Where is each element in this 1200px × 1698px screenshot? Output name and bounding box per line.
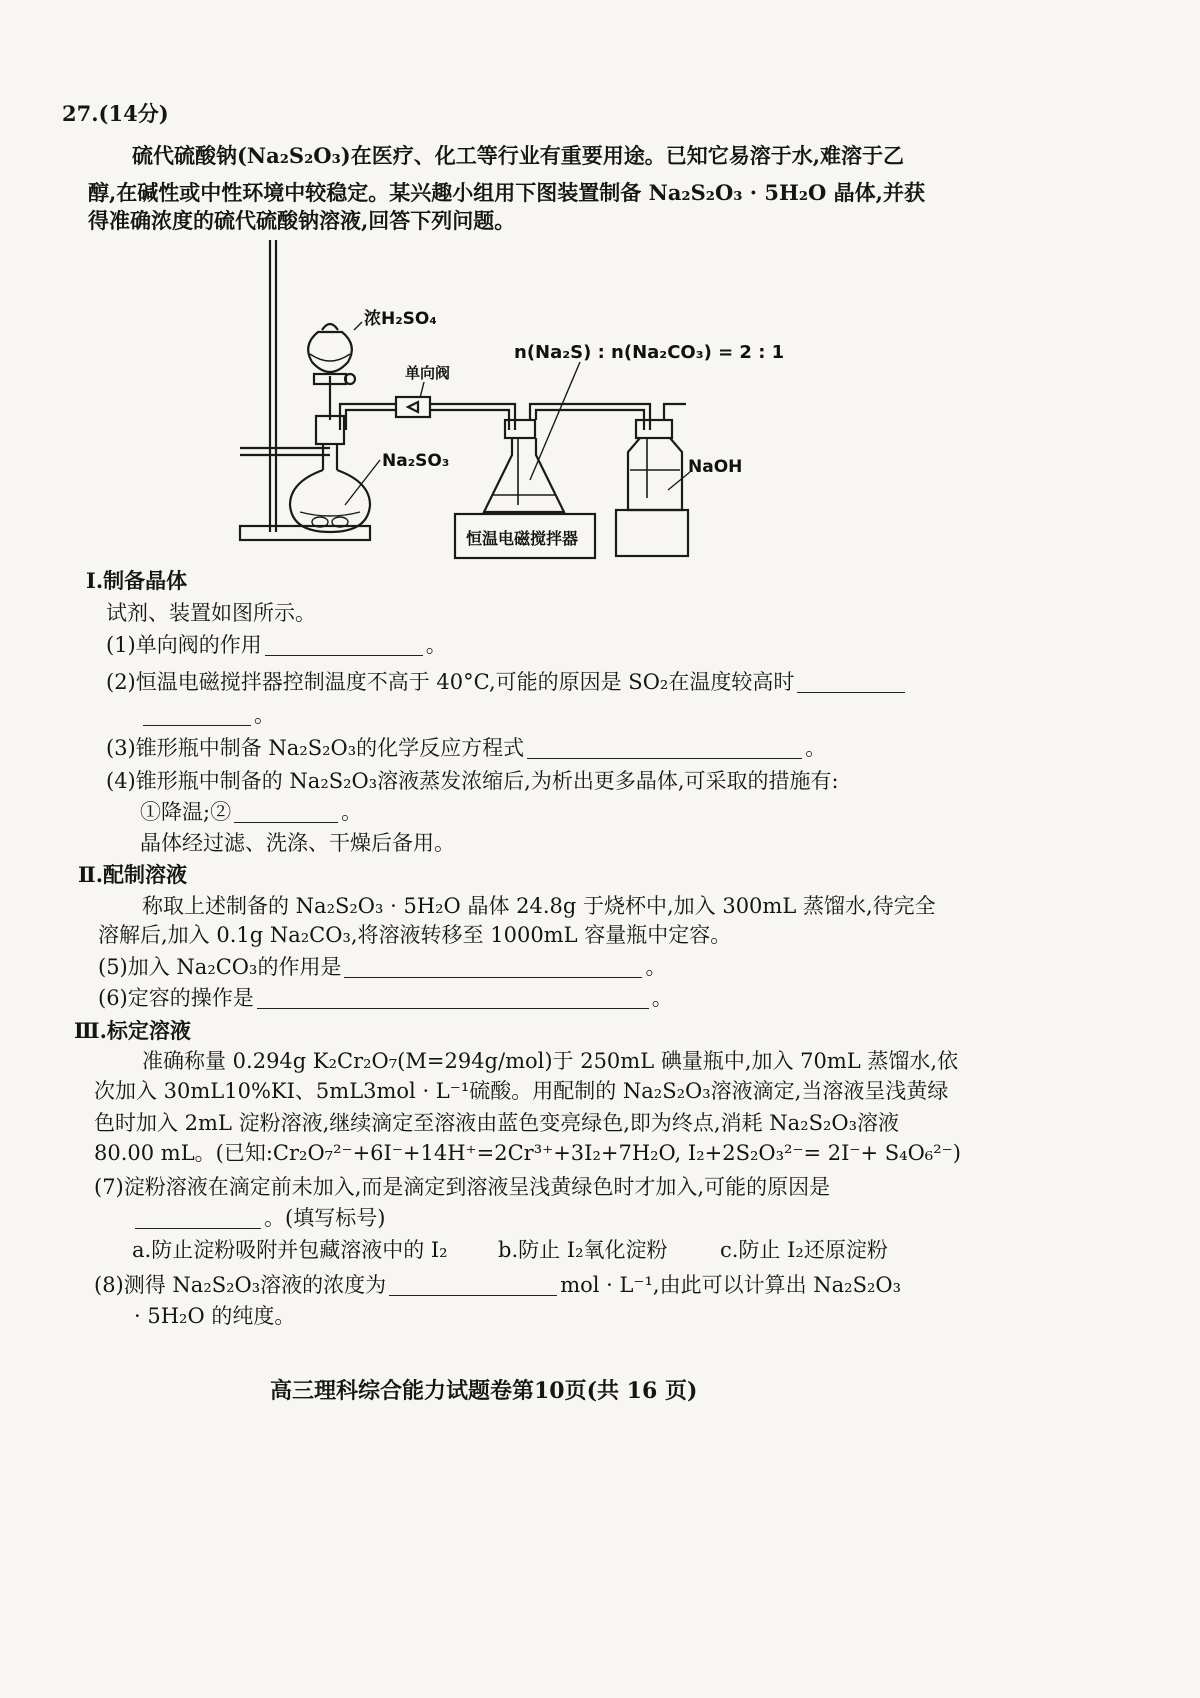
funnel-stopper: [322, 324, 338, 330]
section3-title: Ⅲ.标定溶液: [74, 1018, 191, 1043]
separatory-funnel: [308, 332, 352, 372]
section2-para-1: 称取上述制备的 Na₂S₂O₃ · 5H₂O 晶体 24.8g 于烧杯中,加入 300mL 蒸馏水,待完全: [142, 894, 936, 918]
section2-para-2: 溶解后,加入 0.1g Na₂CO₃,将溶液转移至 1000mL 容量瓶中定容。: [98, 923, 732, 947]
section3-para-4: 80.00 mL。(已知:Cr₂O₇²⁻+6I⁻+14H⁺=2Cr³⁺+3I₂+7H₂O, I₂+2S₂O₃²⁻= 2I⁻+ S₄O₆²⁻): [94, 1141, 961, 1165]
round-bottom-flask: [290, 470, 370, 532]
question-7-cont: 。(填写标号): [132, 1203, 385, 1233]
page-footer: 高三理科综合能力试题卷第10页(共 16 页): [270, 1378, 698, 1404]
question-6: (6)定容的操作是 。: [98, 986, 673, 1010]
answer-blank-1[interactable]: [265, 633, 423, 656]
one-way-valve: [396, 397, 430, 417]
intro-line-2: 醇,在碱性或中性环境中较稳定。某兴趣小组用下图装置制备 Na₂S₂O₃ · 5H₂O 晶体,并获: [88, 180, 925, 205]
question-4-note: 晶体经过滤、洗涤、干燥后备用。: [140, 831, 455, 855]
question-7-option-c: c.防止 I₂还原淀粉: [720, 1238, 888, 1262]
answer-blank-6[interactable]: [257, 986, 649, 1009]
answer-blank-7[interactable]: [135, 1206, 261, 1229]
label-mole-ratio: n(Na₂S) : n(Na₂CO₃) = 2 : 1: [514, 342, 785, 363]
question-8: (8)测得 Na₂S₂O₃溶液的浓度为 mol · L⁻¹,由此可以计算出 Na₂S₂O₃: [94, 1273, 902, 1297]
wash-bottle-stopper: [636, 420, 672, 438]
question-7-option-a: a.防止淀粉吸附并包藏溶液中的 I₂: [132, 1238, 448, 1262]
section3-para-1: 准确称量 0.294g K₂Cr₂O₇(M=294g/mol)于 250mL 碘量瓶中,加入 70mL 蒸馏水,依: [142, 1049, 959, 1073]
question-5: (5)加入 Na₂CO₃的作用是 。: [98, 955, 667, 979]
bottle-stand: [616, 510, 688, 556]
label-naoh: NaOH: [688, 457, 743, 477]
answer-blank-3[interactable]: [527, 736, 802, 759]
section2-title: Ⅱ.配制溶液: [78, 862, 188, 887]
question-2-cont: 。: [140, 700, 275, 730]
section1-intro: 试剂、装置如图所示。: [106, 601, 316, 625]
conical-flask: [484, 438, 564, 512]
naoh-wash-bottle: [628, 438, 682, 510]
answer-blank-2a[interactable]: [797, 670, 905, 693]
question-8-cont: · 5H₂O 的纯度。: [134, 1304, 296, 1328]
label-stirrer: 恒温电磁搅拌器: [466, 529, 579, 548]
question-number: 27.(14分): [62, 101, 169, 126]
delivery-tube-3: [530, 404, 650, 430]
label-na2so3: Na₂SO₃: [382, 451, 450, 471]
section3-para-3: 色时加入 2mL 淀粉溶液,继续滴定至溶液由蓝色变亮绿色,即为终点,消耗 Na₂S₂O₃溶液: [94, 1111, 900, 1135]
question-4: (4)锥形瓶中制备的 Na₂S₂O₃溶液蒸发浓缩后,为析出更多晶体,可采取的措施有:: [106, 769, 839, 793]
question-4-measures: ①降温;② 。: [140, 800, 363, 824]
question-1: (1)单向阀的作用 。: [106, 633, 447, 657]
delivery-tube-2: [430, 404, 515, 430]
delivery-tube-1: [340, 404, 396, 430]
intro-line-1: 硫代硫酸钠(Na₂S₂O₃)在医疗、化工等行业有重要用途。已知它易溶于水,难溶于乙: [132, 143, 905, 168]
question-7-option-b: b.防止 I₂氧化淀粉: [498, 1238, 668, 1262]
answer-blank-8[interactable]: [389, 1273, 557, 1296]
question-2: (2)恒温电磁搅拌器控制温度不高于 40°C,可能的原因是 SO₂在温度较高时: [106, 667, 908, 697]
question-7: (7)淀粉溶液在滴定前未加入,而是滴定到溶液呈浅黄绿色时才加入,可能的原因是: [94, 1175, 831, 1199]
label-conc-h2so4: 浓H₂SO₄: [364, 309, 437, 329]
apparatus-diagram: [0, 0, 1200, 620]
intro-line-3: 得准确浓度的硫代硫酸钠溶液,回答下列问题。: [88, 208, 516, 233]
section3-para-2: 次加入 30mL10%KI、5mL3mol · L⁻¹硫酸。用配制的 Na₂S₂O₃溶液滴定,当溶液呈浅黄绿: [94, 1079, 949, 1103]
label-one-way-valve: 单向阀: [405, 364, 451, 382]
answer-blank-5[interactable]: [344, 955, 642, 978]
answer-blank-2b[interactable]: [143, 703, 251, 726]
question-3: (3)锥形瓶中制备 Na₂S₂O₃的化学反应方程式 。: [106, 736, 827, 760]
answer-blank-4[interactable]: [234, 800, 338, 823]
section1-title: Ⅰ.制备晶体: [86, 568, 188, 593]
